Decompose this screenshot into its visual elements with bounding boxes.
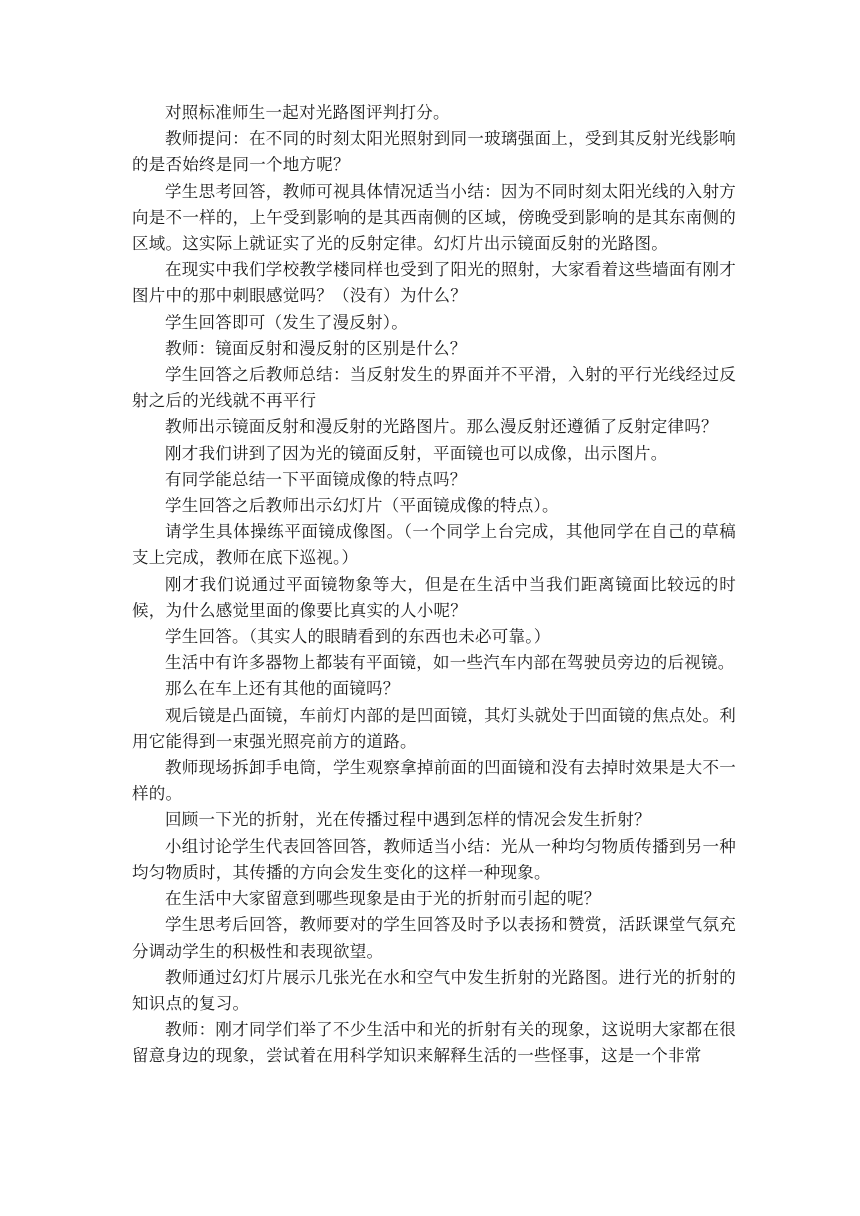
- paragraph: 学生回答。（其实人的眼睛看到的东西也未必可靠。）: [165, 627, 551, 647]
- paragraph: 对照标准师生一起对光路图评判打分。: [165, 103, 450, 122]
- paragraph: 学生思考回答，教师可视具体情况适当小结：因为不同时刻太阳光线的入射方向是不一样的，上午受到影响的是其西南侧的区域，傍晚受到影响的是其东南侧的区域。这实际上就证实了光的反射定律。幻灯片出示镜面反射的光路图。: [132, 181, 736, 254]
- paragraph: 刚才我们说通过平面镜物象等大，但是在生活中当我们距离镜面比较远的时候，为什么感觉里面的像要比真实的人小呢？: [132, 574, 736, 620]
- paragraph: 在生活中大家留意到哪些现象是由于光的折射而引起的呢？: [165, 889, 601, 909]
- paragraph: 教师通过幻灯片展示几张光在水和空气中发生折射的光路图。进行光的折射的知识点的复习。: [132, 967, 736, 1013]
- paragraph: 刚才我们讲到了因为光的镜面反射，平面镜也可以成像，出示图片。: [165, 443, 668, 463]
- paragraph: 学生回答即可（发生了漫反射）。: [165, 312, 408, 332]
- paragraph: 学生思考后回答，教师要对的学生回答及时予以表扬和赞赏，活跃课堂气氛充分调动学生的积极性和表现欲望。: [132, 915, 736, 961]
- paragraph: 教师现场拆卸手电筒，学生观察拿掉前面的凹面镜和没有去掉时效果是大不一样的。: [132, 758, 736, 804]
- paragraph: 小组讨论学生代表回答回答，教师适当小结：光从一种均匀物质传播到另一种均匀物质时，其传播的方向会发生变化的这样一种现象。: [132, 836, 736, 882]
- paragraph: 观后镜是凸面镜，车前灯内部的是凹面镜，其灯头就处于凹面镜的焦点处。利用它能得到一束强光照亮前方的道路。: [132, 705, 736, 751]
- paragraph: 教师：镜面反射和漫反射的区别是什么？: [165, 338, 467, 358]
- paragraph: 学生回答之后教师出示幻灯片（平面镜成像的特点）。: [165, 496, 559, 516]
- paragraph: 生活中有许多器物上都装有平面镜，如一些汽车内部在驾驶员旁边的后视镜。: [165, 653, 735, 673]
- document-body: [132, 100, 736, 1070]
- paragraph: 回顾一下光的折射，光在传播过程中遇到怎样的情况会发生折射？: [165, 810, 651, 830]
- paragraph: 教师：刚才同学们举了不少生活中和光的折射有关的现象，这说明大家都在很留意身边的现象，尝试着在用科学知识来解释生活的一些怪事，这是一个非常: [132, 1020, 736, 1066]
- paragraph: 学生回答之后教师总结：当反射发生的界面并不平滑，入射的平行光线经过反射之后的光线就不再平行: [132, 365, 736, 411]
- paragraph: 那么在车上还有其他的面镜吗？: [165, 679, 400, 699]
- paragraph: 教师出示镜面反射和漫反射的光路图片。那么漫反射还遵循了反射定律吗？: [165, 417, 718, 437]
- paragraph: 有同学能总结一下平面镜成像的特点吗？: [165, 469, 467, 489]
- paragraph: 在现实中我们学校教学楼同样也受到了阳光的照射，大家看着这些墙面有刚才图片中的那中刺眼感觉吗？（没有）为什么？: [132, 260, 736, 306]
- paragraph: 请学生具体操练平面镜成像图。（一个同学上台完成，其他同学在自己的草稿支上完成，教师在底下巡视。）: [132, 522, 736, 568]
- paragraph: 教师提问：在不同的时刻太阳光照射到同一玻璃强面上，受到其反射光线影响的是否始终是同一个地方呢？: [132, 129, 736, 175]
